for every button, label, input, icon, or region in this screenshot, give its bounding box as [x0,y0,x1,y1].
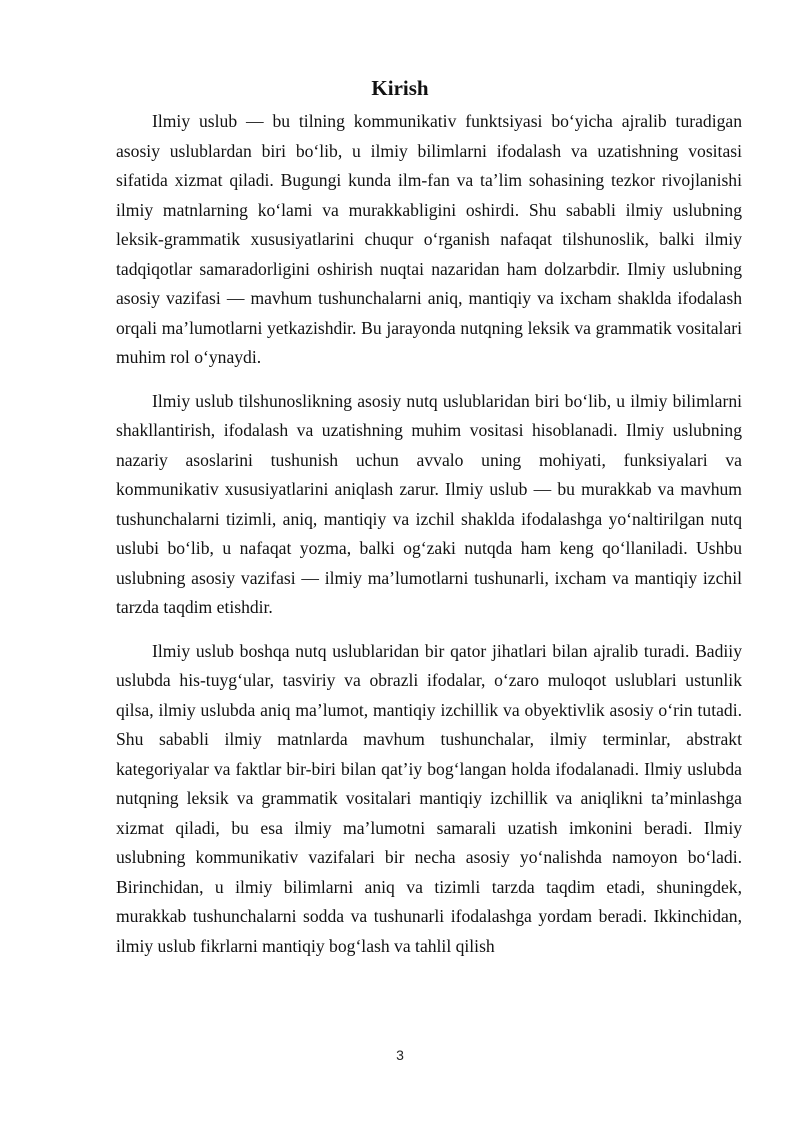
paragraph-3: Ilmiy uslub boshqa nutq uslublaridan bir qator jihatlari bilan ajralib turadi. Badiiy uslubda his-tuyg‘ular, tasviriy va obrazli ifodalar, o‘zaro muloqot uslublari ustunlik qilsa, ilmiy uslubda aniq ma’lumot, mantiqiy izchillik va obyektivlik asosiy o‘rin tutadi. Shu sababli ilmiy matnlarda mavhum tushunchalar, ilmiy terminlar, abstrakt kategoriyalar va faktlar bir-biri bilan qat’iy bog‘langan holda ifodalanadi. Ilmiy uslubda nutqning leksik va grammatik vositalari mantiqiy izchillik va aniqlikni ta’minlashga xizmat qiladi, bu esa ilmiy ma’lumotni samarali uzatish imkonini beradi. Ilmiy uslubning kommunikativ vazifalari bir necha asosiy yo‘nalishda namoyon bo‘ladi. Birinchidan, u ilmiy bilimlarni aniq va tizimli tarzda taqdim etadi, shuningdek, murakkab tushunchalarni sodda va tushunarli ifodalashga yordam beradi. Ikkinchidan, ilmiy uslub fikrlarni mantiqiy bog‘lash va tahlil qilish [116,640,742,956]
page-number: 3 [396,1047,404,1063]
paragraph-2: Ilmiy uslub tilshunoslikning asosiy nutq uslublaridan biri bo‘lib, u ilmiy bilimlarni shakllantirish, ifodalash va uzatishning muhim vositasi hisoblanadi. Ilmiy uslubning nazariy asoslarini tushunish uchun avvalo uning mohiyati, funksiyalari va kommunikativ xususiyatlarini aniqlash zarur. Ilmiy uslub — bu murakkab va mavhum tushunchalarni tizimli, aniq, mantiqiy va izchil shaklda ifodalashga yo‘naltirilgan nutq uslubi bo‘lib, u nafaqat yozma, balki og‘zaki nutqda ham keng qo‘llaniladi. Ushbu uslubning asosiy vazifasi — ilmiy ma’lumotlarni tushunarli, ixcham va mantiqiy izchil tarzda taqdim etishdir. [116,390,742,617]
body-text [116,107,742,961]
section-title: Kirish [371,76,429,100]
paragraph-1: Ilmiy uslub — bu tilning kommunikativ funktsiyasi bo‘yicha ajralib turadigan asosiy uslublardan biri bo‘lib, u ilmiy bilimlarni ifodalash va uzatishning vositasi sifatida xizmat qiladi. Bugungi kunda ilm-fan va ta’lim sohasining tezkor rivojlanishi ilmiy matnlarning ko‘lami va murakkabligini oshirdi. Shu sababli ilmiy uslubning leksik-grammatik xususiyatlarini chuqur o‘rganish nafaqat tilshunoslik, balki ilmiy tadqiqotlar samaradorligini oshirish nuqtai nazaridan ham dolzarbdir. Ilmiy uslubning asosiy vazifasi — mavhum tushunchalarni aniq, mantiqiy va ixcham shaklda ifodalash orqali ma’lumotlarni yetkazishdir. Bu jarayonda nutqning leksik va grammatik vositalari muhim rol o‘ynaydi. [116,111,742,367]
